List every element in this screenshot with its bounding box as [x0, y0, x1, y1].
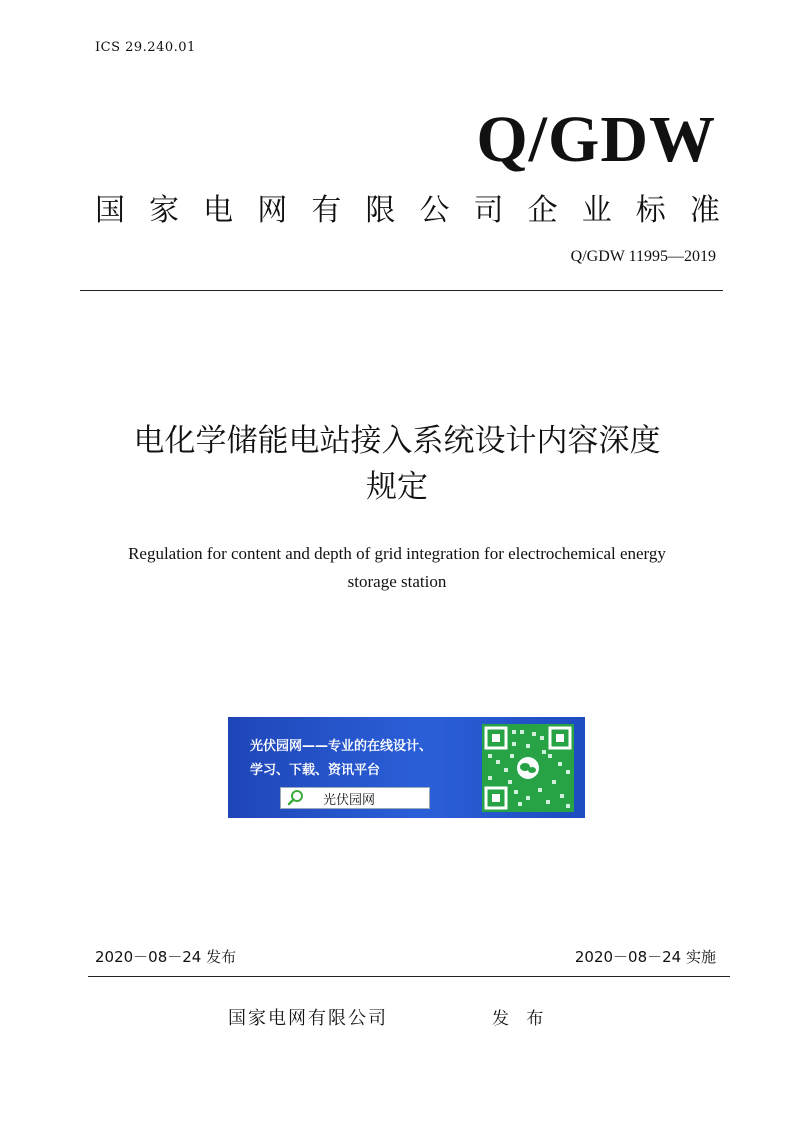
org-char: 业	[581, 193, 612, 228]
issue-label: 发 布	[492, 1009, 550, 1029]
banner-text-line1: 光伏园网——专业的在线设计、	[250, 739, 433, 754]
qr-code	[482, 724, 574, 812]
english-title	[60, 540, 734, 596]
org-char: 有	[311, 193, 342, 228]
chinese-title-line2: 规定	[366, 469, 428, 505]
promo-banner[interactable]	[228, 717, 585, 818]
footer-divider	[88, 976, 730, 977]
header-divider	[80, 290, 723, 291]
org-char: 司	[473, 193, 504, 228]
banner-search-text: 光伏园网	[323, 792, 376, 808]
banner-text-line2: 学习、下载、资讯平台	[250, 763, 381, 778]
english-title-line2: storage station	[347, 572, 447, 591]
issue-date: 2020－08－24 发布	[95, 948, 237, 966]
org-char: 限	[365, 193, 396, 228]
org-char: 家	[149, 193, 180, 228]
qr-code-icon	[482, 724, 574, 812]
search-icon	[287, 789, 305, 807]
standard-number: Q/GDW 11995—2019	[570, 248, 716, 265]
issuer-name: 国家电网有限公司	[228, 1008, 388, 1029]
org-char: 公	[419, 193, 450, 228]
implementation-date: 2020－08－24 实施	[574, 948, 716, 966]
org-char: 网	[257, 193, 288, 228]
org-char: 标	[635, 193, 666, 228]
org-char: 电	[203, 193, 234, 228]
ics-code: ICS 29.240.01	[95, 40, 196, 55]
chinese-title-line1: 电化学储能电站接入系统设计内容深度	[133, 423, 661, 459]
qgdw-logo: Q/GDW	[476, 103, 716, 176]
org-char: 国	[95, 193, 125, 228]
english-title-line1: Regulation for content and depth of grid integration for electrochemical energy	[128, 544, 666, 563]
banner-search-box[interactable]	[280, 787, 430, 809]
organization-standard-name	[95, 185, 720, 229]
org-char: 准	[689, 193, 720, 228]
org-char: 企	[527, 193, 558, 228]
chinese-title	[0, 418, 794, 510]
